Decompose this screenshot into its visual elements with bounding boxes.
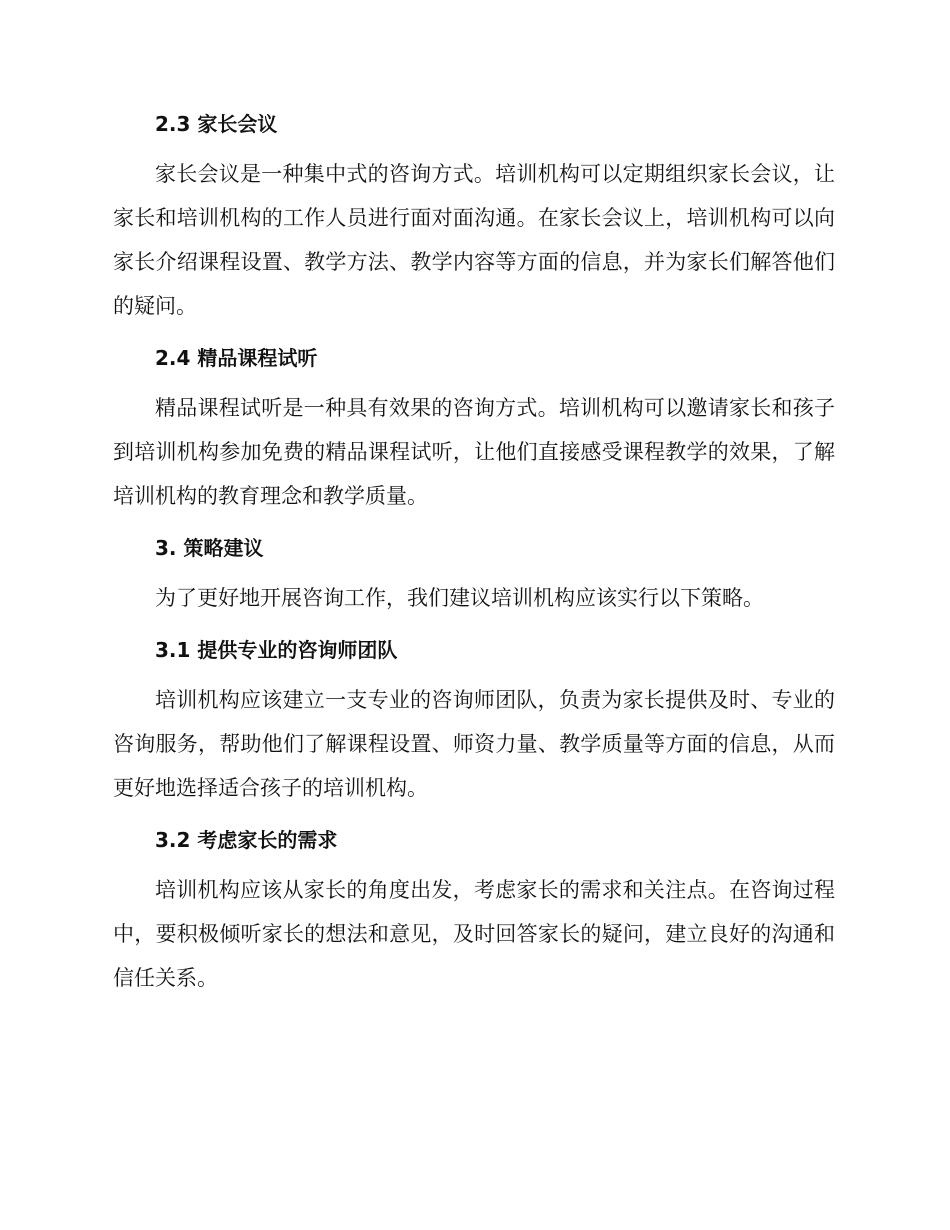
section-heading-3-1: 3.1 提供专业的咨询师团队 [155,638,398,662]
section-paragraph-3-2: 培训机构应该从家长的角度出发，考虑家长的需求和关注点。在咨询过程中，要积极倾听家长的想法和意见，及时回答家长的疑问，建立良好的沟通和信任关系。 [113,878,835,990]
section-paragraph-3: 为了更好地开展咨询工作，我们建议培训机构应该实行以下策略。 [155,586,764,610]
document-body [113,108,835,1000]
section-heading-2-3: 2.3 家长会议 [155,112,278,136]
section-paragraph-2-4: 精品课程试听是一种具有效果的咨询方式。培训机构可以邀请家长和孩子到培训机构参加免费的精品课程试听，让他们直接感受课程教学的效果，了解培训机构的教育理念和教学质量。 [113,396,835,508]
section-heading-3-2: 3.2 考虑家长的需求 [155,828,338,852]
section-heading-3: 3. 策略建议 [155,536,264,560]
section-paragraph-3-1: 培训机构应该建立一支专业的咨询师团队，负责为家长提供及时、专业的咨询服务，帮助他们了解课程设置、师资力量、教学质量等方面的信息，从而更好地选择适合孩子的培训机构。 [113,688,835,800]
section-heading-2-4: 2.4 精品课程试听 [155,346,318,370]
section-paragraph-2-3: 家长会议是一种集中式的咨询方式。培训机构可以定期组织家长会议，让家长和培训机构的工作人员进行面对面沟通。在家长会议上，培训机构可以向家长介绍课程设置、教学方法、教学内容等方面的信息，并为家长们解答他们的疑问。 [113,162,835,318]
